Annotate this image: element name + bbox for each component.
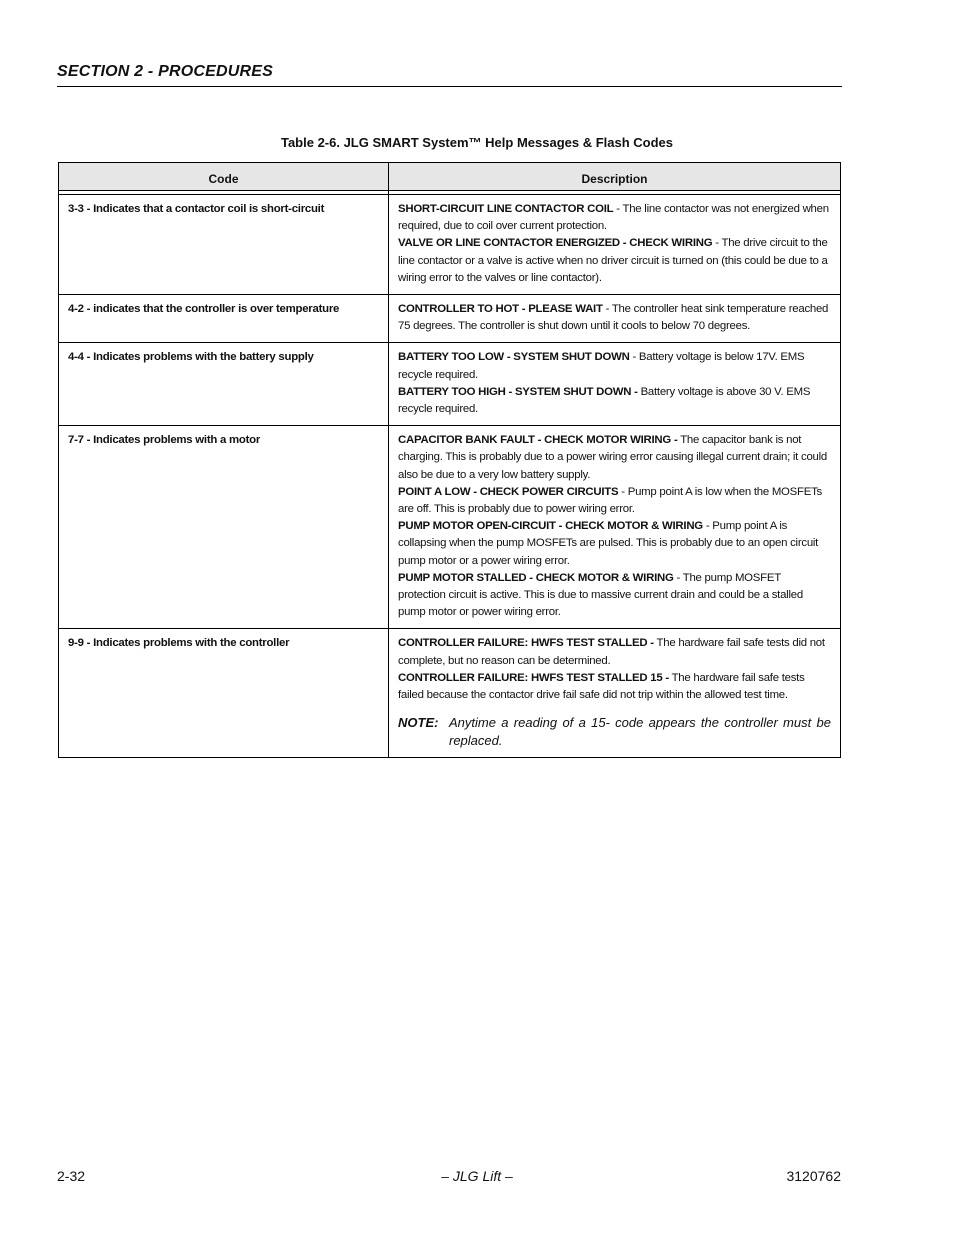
description-cell xyxy=(389,426,841,629)
table-row xyxy=(59,295,841,343)
message-entry xyxy=(398,670,831,704)
message-text: The hardware fail safe tests did not complete, but no reason can be determined. xyxy=(398,637,825,667)
message-text: The capacitor bank is not charging. This is probably due to a power wiring error causing illegal current drain; it could also be due to a very low battery supply. xyxy=(398,434,827,481)
message-text: The hardware fail safe tests failed because the contactor drive fail safe did not trip within the allowed test time. xyxy=(398,671,805,702)
description-cell xyxy=(389,195,841,295)
code-cell: 9-9 - Indicates problems with the controller xyxy=(59,629,389,758)
table-title: Table 2-6. JLG SMART System™ Help Messages & Flash Codes xyxy=(280,135,674,150)
message-text: Battery voltage is above 30 V. EMS recycle required. xyxy=(398,385,811,416)
note-label: NOTE: xyxy=(398,715,439,731)
message-title: PUMP MOTOR OPEN-CIRCUIT - CHECK MOTOR & WIRING xyxy=(398,520,703,533)
message-entry xyxy=(398,570,831,622)
code-cell: 4-2 - indicates that the controller is over temperature xyxy=(59,295,389,343)
code-cell: 4-4 - Indicates problems with the battery supply xyxy=(59,343,389,426)
message-text: - The pump MOSFET protection circuit is active. This is due to massive current drain and could be a stalled pump motor or power wiring error. xyxy=(398,571,803,619)
message-title: CAPACITOR BANK FAULT - CHECK MOTOR WIRING - xyxy=(398,434,678,447)
message-entry xyxy=(398,384,831,418)
message-entry xyxy=(398,301,831,335)
table-row xyxy=(59,629,841,758)
description-cell xyxy=(389,295,841,343)
column-header-code: Code xyxy=(59,163,389,195)
message-title: POINT A LOW - CHECK POWER CIRCUITS xyxy=(398,485,619,498)
page-number: 2-32 xyxy=(57,1168,86,1184)
table-row xyxy=(59,426,841,629)
message-text: - Battery voltage is below 17V. EMS recycle required. xyxy=(398,351,805,381)
message-title: BATTERY TOO LOW - SYSTEM SHUT DOWN xyxy=(398,351,630,364)
message-text: - Pump point A is collapsing when the pump MOSFETs are pulsed. This is probably due to an open circuit pump motor or a power wiring error. xyxy=(398,520,819,567)
footer-publisher: – JLG Lift – xyxy=(441,1168,513,1184)
message-entry xyxy=(398,201,831,235)
message-text: - The drive circuit to the line contactor or a valve is active when no driver circuit is turned on (this could be due to a wiring error to the valves or line contactor). xyxy=(398,237,828,284)
section-title: SECTION 2 - PROCEDURES xyxy=(57,63,842,87)
message-title: PUMP MOTOR STALLED - CHECK MOTOR & WIRING xyxy=(398,571,674,584)
message-entry xyxy=(398,432,831,484)
note xyxy=(398,714,831,750)
message-title: VALVE OR LINE CONTACTOR ENERGIZED - CHECK WIRING xyxy=(398,237,713,250)
message-entry xyxy=(398,349,831,383)
message-title: CONTROLLER TO HOT - PLEASE WAIT xyxy=(398,303,603,316)
description-cell xyxy=(389,343,841,426)
message-title: SHORT-CIRCUIT LINE CONTACTOR COIL xyxy=(398,203,614,215)
message-title: BATTERY TOO HIGH - SYSTEM SHUT DOWN - xyxy=(398,385,638,398)
description-cell xyxy=(389,629,841,758)
message-title: CONTROLLER FAILURE: HWFS TEST STALLED 15 - xyxy=(398,671,669,684)
message-title: CONTROLLER FAILURE: HWFS TEST STALLED - xyxy=(398,637,654,650)
message-entry xyxy=(398,484,831,518)
table-row xyxy=(59,195,841,295)
code-cell: 3-3 - Indicates that a contactor coil is short-circuit xyxy=(59,195,389,295)
note-text: Anytime a reading of a 15- code appears the controller must be replaced. xyxy=(449,715,831,749)
message-entry xyxy=(398,235,831,287)
message-entry xyxy=(398,635,831,669)
code-cell: 7-7 - Indicates problems with a motor xyxy=(59,426,389,629)
message-entry xyxy=(398,518,831,570)
column-header-description: Description xyxy=(389,163,841,195)
message-text: - The controller heat sink temperature reached 75 degrees. The controller is shut down until it cools to below 70 degrees. xyxy=(398,303,829,333)
flash-codes-table xyxy=(58,162,841,758)
message-text: - Pump point A is low when the MOSFETs are off. This is probably due to power wiring error. xyxy=(398,485,822,516)
table-row xyxy=(59,343,841,426)
document-number: 3120762 xyxy=(786,1168,841,1184)
message-text: - The line contactor was not energized when required, due to coil over current protection. xyxy=(398,203,829,233)
table-header-row xyxy=(59,163,841,195)
